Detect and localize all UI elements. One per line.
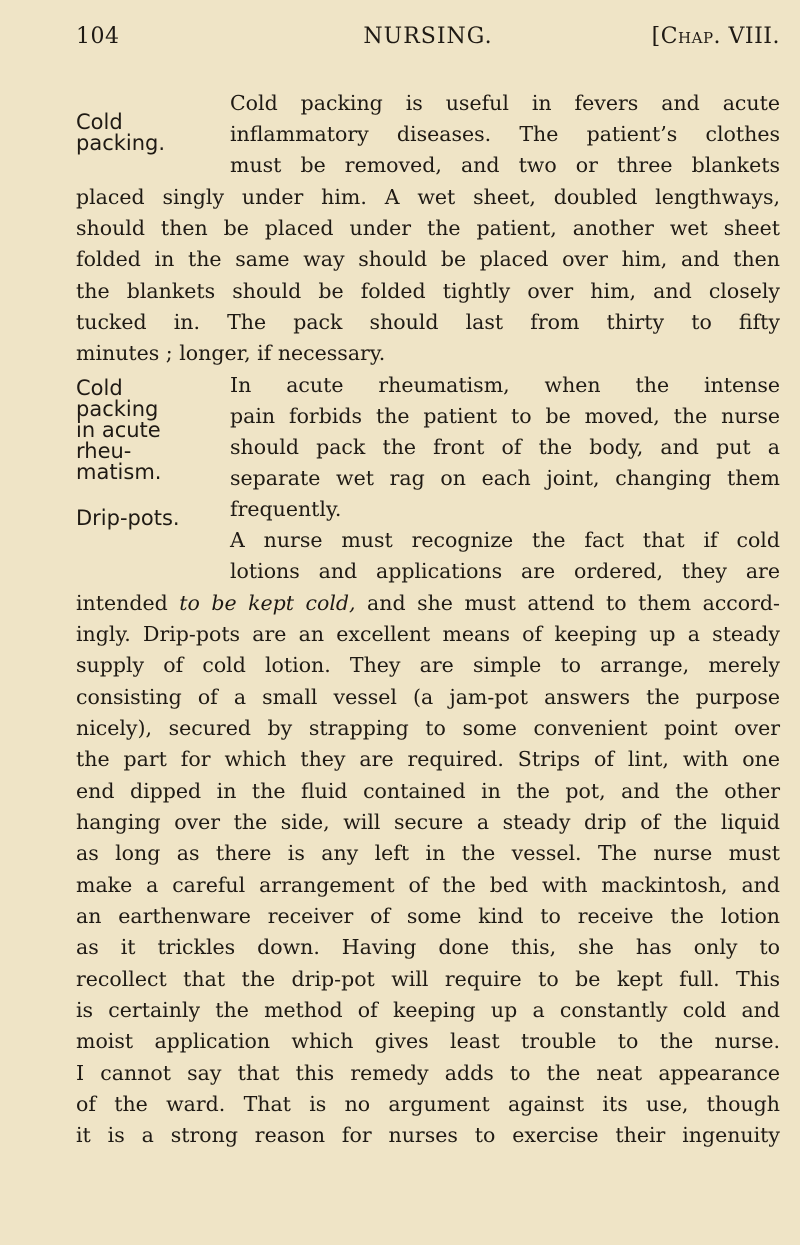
margin-note-line: in acute — [76, 418, 161, 442]
body-line: must be removed, and two or three blankets — [230, 153, 780, 177]
body-line: pain forbids the patient to be moved, the nurse — [230, 404, 780, 428]
margin-note-line: matism. — [76, 460, 162, 484]
running-title: NURSING. — [363, 24, 493, 49]
body-line: I cannot say that this remedy adds to the neat appearance — [76, 1061, 780, 1085]
body-line: as long as there is any left in the vessel. The nurse must — [76, 841, 780, 865]
body-line: an earthenware receiver of some kind to receive the lotion — [76, 904, 780, 928]
body-line: consisting of a small vessel (a jam-pot answers the purpose — [76, 685, 780, 709]
body-line: make a careful arrangement of the bed with mackintosh, and — [76, 873, 780, 897]
margin-note-drip-pots — [76, 508, 206, 529]
body-line: inflammatory diseases. The patient’s clothes — [230, 122, 780, 146]
margin-note-line: packing — [76, 397, 159, 421]
body-line: moist application which gives least trouble to the nurse. — [76, 1029, 780, 1053]
body-line: separate wet rag on each joint, changing them — [230, 466, 780, 490]
body-line: hanging over the side, will secure a steady drip of the liquid — [76, 810, 780, 834]
body-line: placed singly under him. A wet sheet, doubled lengthways, — [76, 185, 780, 209]
margin-note-line: packing. — [76, 131, 166, 155]
italic-emphasis: to be kept cold, — [179, 591, 356, 615]
body-line: minutes ; longer, if necessary. — [76, 341, 386, 365]
running-header — [76, 20, 780, 56]
margin-note-line: rheu- — [76, 439, 132, 463]
margin-note-line: Cold — [76, 376, 123, 400]
body-text: and she must attend to them accord- — [367, 591, 780, 615]
body-line: supply of cold lotion. They are simple to arrange, merely — [76, 653, 780, 677]
body-line: end dipped in the fluid contained in the pot, and the other — [76, 779, 780, 803]
body-line: the blankets should be folded tightly over him, and closely — [76, 279, 780, 303]
body-line: the part for which they are required. Strips of lint, with one — [76, 747, 780, 771]
body-line: tucked in. The pack should last from thirty to fifty — [76, 310, 780, 334]
body-line: should then be placed under the patient, another wet sheet — [76, 216, 780, 240]
chapter-label: [Chap. VIII. — [651, 24, 780, 49]
body-line-with-italic — [76, 588, 780, 618]
body-line: Cold packing is useful in fevers and acute — [230, 91, 780, 115]
body-line: frequently. — [230, 497, 342, 521]
body-line: it is a strong reason for nurses to exercise their ingenuity — [76, 1123, 780, 1147]
body-line: recollect that the drip-pot will require to be kept full. This — [76, 967, 780, 991]
body-text: intended — [76, 591, 168, 615]
page-number: 104 — [76, 24, 120, 49]
body-line: folded in the same way should be placed over him, and then — [76, 247, 780, 271]
margin-note-cold-packing-rheumatism — [76, 378, 206, 483]
margin-note-line: Cold — [76, 110, 123, 134]
body-line: ingly. Drip-pots are an excellent means of keeping up a steady — [76, 622, 780, 646]
body-line: as it trickles down. Having done this, she has only to — [76, 935, 780, 959]
body-line: nicely), secured by strapping to some convenient point over — [76, 716, 780, 740]
body-line: of the ward. That is no argument against its use, though — [76, 1092, 780, 1116]
body-line: should pack the front of the body, and put a — [230, 435, 780, 459]
body-line: A nurse must recognize the fact that if cold — [230, 528, 780, 552]
margin-note-line: Drip-pots. — [76, 506, 180, 530]
body-line: lotions and applications are ordered, they are — [230, 559, 780, 583]
body-line: is certainly the method of keeping up a constantly cold and — [76, 998, 780, 1022]
body-line: In acute rheumatism, when the intense — [230, 373, 780, 397]
margin-note-cold-packing — [76, 112, 206, 154]
